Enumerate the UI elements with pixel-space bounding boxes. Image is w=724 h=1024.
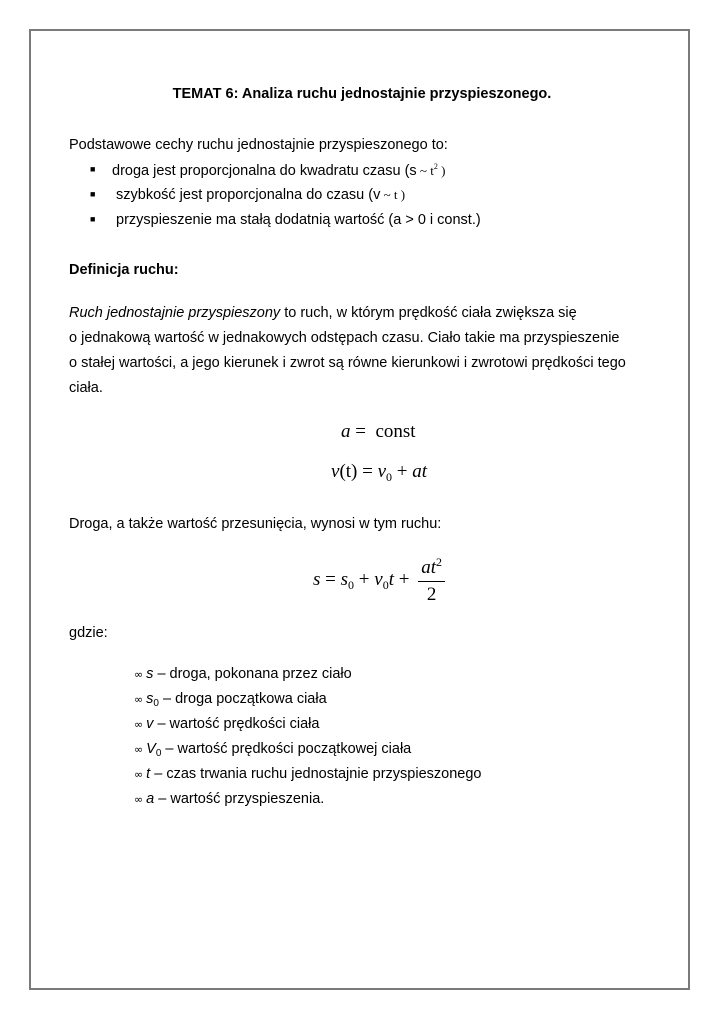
legend-item bbox=[134, 666, 352, 682]
formula-v0-symbol: v bbox=[374, 568, 383, 590]
bullet-marker: ■ bbox=[90, 214, 96, 224]
formula-a-symbol: a bbox=[341, 421, 351, 442]
legend-symbol: v bbox=[146, 716, 154, 732]
legend-symbol: V bbox=[146, 741, 156, 757]
legend-description: – wartość prędkości ciała bbox=[153, 716, 320, 732]
legend-symbol: t bbox=[146, 766, 151, 782]
legend-description: – droga, pokonana przez ciało bbox=[153, 666, 352, 682]
formula-const: = const bbox=[350, 421, 416, 442]
formula-t-symbol: t bbox=[388, 568, 394, 590]
bullet-item-1-close: ) bbox=[437, 163, 446, 178]
formula-v0-symbol: v bbox=[377, 461, 387, 482]
infinity-bullet-icon: ∞ bbox=[134, 768, 144, 781]
legend-description: – wartość przyspieszenia. bbox=[154, 791, 325, 807]
legend-item bbox=[134, 716, 319, 732]
legend-symbol-subscript: 0 bbox=[155, 748, 162, 759]
bullet-marker: ■ bbox=[90, 189, 96, 199]
legend-item bbox=[134, 791, 324, 807]
formula-velocity bbox=[331, 461, 427, 485]
formula-t-part: (t) = bbox=[339, 461, 378, 482]
fraction-numerator-exponent: 2 bbox=[435, 555, 442, 569]
formula-distance bbox=[313, 555, 445, 606]
definition-heading: Definicja ruchu: bbox=[69, 262, 179, 278]
intro-text: Podstawowe cechy ruchu jednostajnie przyspieszonego to: bbox=[69, 137, 448, 153]
infinity-bullet-icon: ∞ bbox=[134, 668, 144, 681]
fraction-denominator: 2 bbox=[418, 581, 445, 606]
fraction-numerator-text: at bbox=[421, 557, 436, 578]
legend-description: – czas trwania ruchu jednostajnie przyspieszonego bbox=[150, 766, 482, 782]
legend-description: – droga początkowa ciała bbox=[158, 691, 327, 707]
bullet-marker: ■ bbox=[90, 164, 96, 174]
formula-fraction bbox=[418, 555, 445, 606]
bullet-item-2-text: szybkość jest proporcjonalna do czasu (v bbox=[116, 187, 381, 203]
fraction-numerator bbox=[418, 555, 445, 581]
infinity-bullet-icon: ∞ bbox=[134, 743, 144, 756]
bullet-item-1-formula: ~ t bbox=[416, 163, 434, 178]
definition-line-3: o stałej wartości, a jego kierunek i zwrot są równe kierunkowi i zwrotowi prędkości tego bbox=[69, 355, 626, 371]
legend-description: – wartość prędkości początkowej ciała bbox=[161, 741, 412, 757]
legend-symbol: a bbox=[146, 791, 155, 807]
formula-v0-subscript: 0 bbox=[382, 577, 389, 592]
formula-plus-1: + bbox=[354, 568, 375, 590]
distance-text: Droga, a także wartość przesunięcia, wynosi w tym ruchu: bbox=[69, 516, 442, 532]
formula-s0-subscript: 0 bbox=[348, 577, 355, 592]
infinity-bullet-icon: ∞ bbox=[134, 718, 144, 731]
bullet-item-1-text: droga jest proporcjonalna do kwadratu czasu (s bbox=[112, 163, 417, 179]
definition-line-4: ciała. bbox=[69, 380, 103, 396]
formula-at: at bbox=[412, 461, 428, 482]
formula-equals: = bbox=[320, 568, 341, 590]
legend-symbol: s bbox=[146, 666, 154, 682]
document-title: TEMAT 6: Analiza ruchu jednostajnie przyspieszonego. bbox=[172, 86, 552, 102]
legend-symbol-subscript: 0 bbox=[153, 698, 159, 709]
bullet-item-1-exponent: 2 bbox=[433, 162, 438, 171]
definition-term: Ruch jednostajnie przyspieszony bbox=[69, 305, 281, 321]
legend-item bbox=[134, 741, 411, 759]
formula-plus: + bbox=[392, 461, 413, 482]
legend-symbol: s bbox=[146, 691, 154, 707]
definition-line-2: o jednakową wartość w jednakowych odstępach czasu. Ciało takie ma przyspieszenie bbox=[69, 330, 620, 346]
legend-item bbox=[134, 691, 327, 709]
where-label: gdzie: bbox=[69, 625, 108, 641]
bullet-item-2-formula: ~ t ) bbox=[380, 187, 406, 202]
legend-item bbox=[134, 766, 481, 782]
formula-s0-symbol: s bbox=[340, 568, 349, 590]
formula-s-symbol: s bbox=[313, 568, 321, 590]
bullet-item-3: przyspieszenie ma stałą dodatnią wartość (a > 0 i const.) bbox=[116, 212, 481, 228]
definition-line-1 bbox=[69, 305, 577, 321]
bullet-item-2 bbox=[116, 187, 405, 203]
definition-line-1-rest: to ruch, w którym prędkość ciała zwiększa się bbox=[280, 305, 577, 321]
infinity-bullet-icon: ∞ bbox=[134, 693, 144, 706]
infinity-bullet-icon: ∞ bbox=[134, 793, 144, 806]
formula-v-symbol: v bbox=[331, 461, 340, 482]
formula-plus-2: + bbox=[393, 568, 415, 590]
formula-acceleration bbox=[341, 421, 416, 443]
formula-v0-subscript: 0 bbox=[386, 470, 393, 484]
bullet-item-1 bbox=[112, 162, 445, 179]
